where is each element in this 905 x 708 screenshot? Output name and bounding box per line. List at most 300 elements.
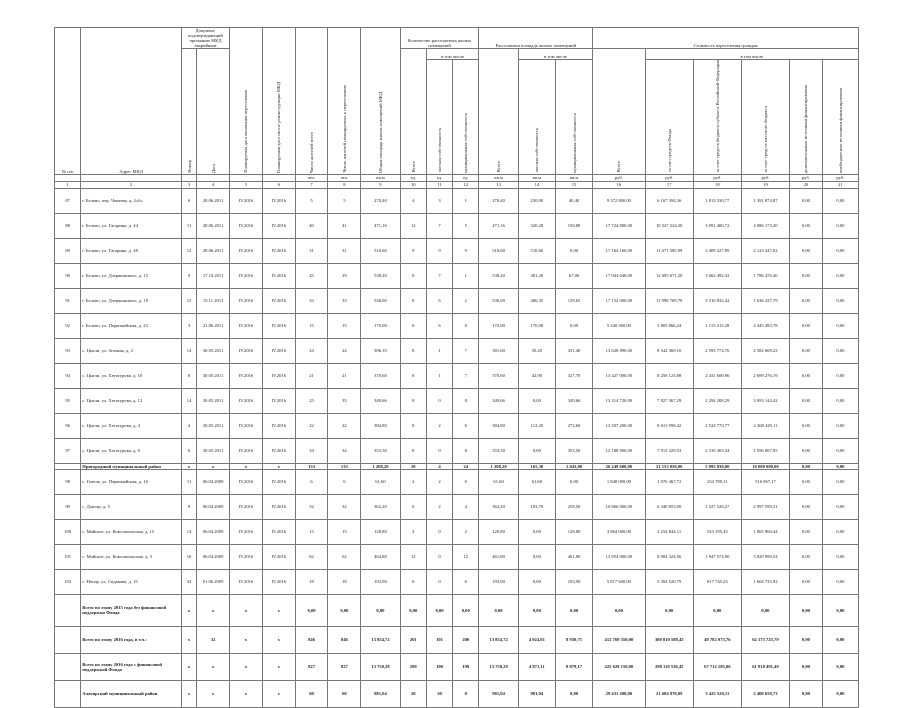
table-cell: 6 <box>453 569 479 594</box>
table-cell: х <box>181 653 196 680</box>
table-cell: 2 400 659,73 <box>741 680 789 707</box>
table-cell: 0,00 <box>518 594 555 626</box>
table-cell: 15 <box>295 313 328 338</box>
summary-row <box>55 680 859 707</box>
table-cell: 3 093 144,42 <box>741 388 789 413</box>
unit-cell: кв.м <box>555 174 592 181</box>
table-cell <box>55 594 81 626</box>
table-cell: 0,00 <box>518 569 555 594</box>
table-cell: 0,00 <box>555 469 592 494</box>
table-cell: х <box>181 626 196 653</box>
table-cell: 67,00 <box>555 263 592 288</box>
table-cell: 4 445 283,78 <box>741 313 789 338</box>
table-cell: 258,50 <box>555 494 592 519</box>
table-cell: 7 913 329,53 <box>645 438 693 463</box>
header-count-private: частная собственность <box>426 60 452 175</box>
table-cell: х <box>262 463 295 469</box>
table-cell: 13 750,28 <box>479 653 518 680</box>
table-cell: IV.2016 <box>230 363 263 388</box>
table-cell: 0,00 <box>822 680 858 707</box>
table-cell: 0,00 <box>790 469 823 494</box>
table-cell: 2 <box>453 519 479 544</box>
table-cell: 425 629 150,00 <box>593 653 646 680</box>
table-cell: 170,00 <box>361 313 400 338</box>
unit-cell: кв.м <box>518 174 555 181</box>
table-cell: х <box>262 594 295 626</box>
table-cell: 06.04.2009 <box>197 519 230 544</box>
table-cell: 8 <box>400 363 426 388</box>
table-cell: 0 <box>453 680 479 707</box>
table-cell: 62 <box>295 544 328 569</box>
table-row <box>55 238 859 263</box>
table-cell: 201 <box>400 626 426 653</box>
table-cell: 96 <box>55 413 81 438</box>
unit-cell <box>197 174 230 181</box>
table-cell: 0,00 <box>790 413 823 438</box>
column-number-cell: 8 <box>328 181 361 188</box>
table-cell: х <box>197 653 230 680</box>
table-cell: 510,60 <box>479 238 518 263</box>
table-cell: 193,90 <box>555 569 592 594</box>
table-cell: 92 <box>55 313 81 338</box>
table-cell: 0,00 <box>790 213 823 238</box>
table-cell: 1 208,20 <box>361 463 400 469</box>
unit-cell <box>81 174 182 181</box>
table-cell: IV.2016 <box>230 388 263 413</box>
table-cell: 1 065 960,44 <box>741 519 789 544</box>
table-cell: 0,00 <box>453 594 479 626</box>
table-row <box>55 188 859 213</box>
table-cell: 28 <box>400 463 426 469</box>
table-cell: 5 817 600,00 <box>593 569 646 594</box>
table-cell: 26 249 600,00 <box>593 463 646 469</box>
header-cost-group: Стоимость переселения граждан <box>593 28 859 49</box>
table-cell: 0,00 <box>822 438 858 463</box>
table-cell: 5 <box>295 188 328 213</box>
table-cell: 2 524 770,77 <box>693 413 741 438</box>
table-cell: 1 208,20 <box>479 463 518 469</box>
column-number-cell: 11 <box>426 181 452 188</box>
table-cell: 21 <box>328 363 361 388</box>
table-cell: 461,80 <box>479 544 518 569</box>
table-cell: 90 <box>55 263 81 288</box>
header-cost-fund: за счет средств Фонда <box>645 60 693 175</box>
table-cell: 8 <box>400 413 426 438</box>
table-cell: 13 507 200,00 <box>593 413 646 438</box>
table-cell: 370,60 <box>361 363 400 388</box>
housing-resettlement-table-sheet <box>54 27 859 708</box>
table-cell: 516 967,17 <box>741 469 789 494</box>
table-cell: 0,00 <box>822 569 858 594</box>
table-cell: х <box>197 463 230 469</box>
table-cell: 4 <box>181 413 196 438</box>
table-row <box>55 313 859 338</box>
column-number-cell: 17 <box>645 181 693 188</box>
table-cell: х <box>197 594 230 626</box>
table-cell: 150,88 <box>555 213 592 238</box>
table-cell: 17 944 640,00 <box>593 263 646 288</box>
table-cell: 9 <box>400 238 426 263</box>
table-cell: 0,00 <box>400 594 426 626</box>
table-cell: 4 924,01 <box>518 626 555 653</box>
table-cell: 1 604 735,92 <box>741 569 789 594</box>
table-cell: 0,00 <box>518 438 555 463</box>
table-cell: 6 <box>400 494 426 519</box>
table-cell: 28.06.2011 <box>197 238 230 263</box>
table-cell: 0 <box>426 438 452 463</box>
table-cell: 12 695 671,28 <box>645 263 693 288</box>
table-cell: 33 <box>328 288 361 313</box>
table-cell: 0,00 <box>693 594 741 626</box>
table-cell: 0,00 <box>790 544 823 569</box>
table-cell: 87 <box>55 188 81 213</box>
column-number-cell: 14 <box>518 181 555 188</box>
table-row <box>55 338 859 363</box>
table-cell: 7 <box>453 363 479 388</box>
table-cell: 06.04.2009 <box>197 544 230 569</box>
table-cell: 0,00 <box>790 238 823 263</box>
table-cell: 50,20 <box>518 338 555 363</box>
table-cell: 2 <box>426 494 452 519</box>
table-cell: 272,60 <box>555 413 592 438</box>
table-cell: 349,66 <box>361 388 400 413</box>
table-cell: 7 <box>426 263 452 288</box>
table-cell: х <box>230 463 263 469</box>
address-cell: Всего по этапу 2016 года с финансовой поддержкой Фонда <box>81 653 182 680</box>
table-cell: 21.06.2011 <box>197 313 230 338</box>
table-cell: 3 409 227,89 <box>693 238 741 263</box>
table-cell: 15.11.2011 <box>197 288 230 313</box>
table-cell: х <box>197 680 230 707</box>
table-cell: 0,00 <box>822 626 858 653</box>
table-cell: 112,20 <box>518 413 555 438</box>
table-cell: 30.05.2011 <box>197 413 230 438</box>
table-cell: 31 <box>295 238 328 263</box>
table-cell: 0,00 <box>790 438 823 463</box>
table-cell: 10 000 000,00 <box>741 463 789 469</box>
table-cell: 2 123 347,02 <box>741 238 789 263</box>
unit-cell: ед. <box>426 174 452 181</box>
table-cell: 464,80 <box>361 544 400 569</box>
table-cell: IV.2016 <box>262 438 295 463</box>
table-cell: 25 <box>295 263 328 288</box>
address-cell: Всего по этапу 2016 года, в т.ч.: <box>81 626 182 653</box>
table-cell: 1 115 413,28 <box>693 313 741 338</box>
table-row <box>55 213 859 238</box>
table-cell: IV.2016 <box>230 188 263 213</box>
table-cell: 41 <box>328 213 361 238</box>
table-cell: 35 <box>328 388 361 413</box>
table-cell <box>55 680 81 707</box>
table-cell: 20 <box>400 680 426 707</box>
table-cell: 128,80 <box>555 519 592 544</box>
table-cell: 17 724 800,00 <box>593 213 646 238</box>
table-cell: 0,00 <box>822 413 858 438</box>
table-cell: 538,20 <box>361 263 400 288</box>
address-cell: Пригородный муниципальный район <box>81 463 182 469</box>
table-cell: 0,00 <box>822 238 858 263</box>
table-cell: 22 <box>328 413 361 438</box>
table-cell: 491,20 <box>518 263 555 288</box>
table-cell: 133 <box>295 463 328 469</box>
table-cell: 3 <box>426 188 452 213</box>
table-cell: 0,00 <box>822 544 858 569</box>
table-cell: 15 <box>181 288 196 313</box>
table-cell: 2 582 669,23 <box>741 338 789 363</box>
header-residents-total: Число жителей всего <box>295 28 328 175</box>
table-cell: 16 <box>181 544 196 569</box>
table-cell: 128,80 <box>479 519 518 544</box>
table-cell: 5 340 560,00 <box>593 313 646 338</box>
table-cell: 21 153 050,00 <box>645 463 693 469</box>
table-cell: 9 <box>426 238 452 263</box>
table-row <box>55 288 859 313</box>
table-cell: 9 <box>181 494 196 519</box>
table-cell: х <box>230 594 263 626</box>
table-cell: 270,40 <box>361 188 400 213</box>
table-cell: IV.2016 <box>262 413 295 438</box>
table-cell: 62 175 725,79 <box>741 626 789 653</box>
table-cell: 10 866 000,00 <box>593 494 646 519</box>
table-cell: 33 <box>295 288 328 313</box>
table-cell: 129,65 <box>555 288 592 313</box>
table-cell: 320,28 <box>518 213 555 238</box>
address-cell: г. Белово, ул. Гагарина, д. 44 <box>81 213 182 238</box>
table-cell: 327,70 <box>555 363 592 388</box>
table-cell: 0,00 <box>822 213 858 238</box>
table-cell: 12 188 900,00 <box>593 438 646 463</box>
unit-cell <box>262 174 295 181</box>
table-cell: IV.2016 <box>262 494 295 519</box>
table-cell: 0,00 <box>518 388 555 413</box>
table-cell: 193,90 <box>479 569 518 594</box>
table-cell: 61,60 <box>361 469 400 494</box>
table-cell: 7 827 367,29 <box>645 388 693 413</box>
table-cell: 0,00 <box>822 338 858 363</box>
header-doc-number: Номер <box>181 49 196 175</box>
table-cell: 1 <box>426 338 452 363</box>
table-cell: 0,00 <box>295 594 328 626</box>
table-cell: 981,04 <box>479 680 518 707</box>
table-cell: 199 <box>453 653 479 680</box>
table-cell: IV.2016 <box>230 544 263 569</box>
header-cost-nonbudget: внебюджетные источники финансирования <box>822 60 858 175</box>
table-cell: 0,00 <box>822 388 858 413</box>
header-cost-local: за счет средств местного бюджета <box>741 60 789 175</box>
table-cell: 3 864 000,00 <box>593 519 646 544</box>
table-cell: 17.10.2011 <box>197 263 230 288</box>
table-cell: 2 254 844,11 <box>645 519 693 544</box>
column-number-cell: 13 <box>479 181 518 188</box>
header-no: № п/п <box>55 28 81 175</box>
table-cell: 384,80 <box>361 413 400 438</box>
table-cell: 102 <box>55 569 81 594</box>
table-row <box>55 569 859 594</box>
table-cell: IV.2016 <box>230 288 263 313</box>
table-cell: 0,00 <box>593 594 646 626</box>
table-cell: 29 <box>328 263 361 288</box>
table-cell: 15 <box>328 519 361 544</box>
table-cell: 0,00 <box>822 263 858 288</box>
header-count-group: Количество расселяемых жилых помещений <box>400 28 479 49</box>
table-cell: IV.2016 <box>262 569 295 594</box>
table-cell: 14 <box>181 388 196 413</box>
table-cell: 230,00 <box>518 188 555 213</box>
header-count-total: Всего <box>400 49 426 175</box>
header-cost-regional: за счет средств бюджета субъекта Российской Федерации <box>693 60 741 175</box>
unit-cell: ед. <box>400 174 426 181</box>
table-cell: 14 <box>181 519 196 544</box>
table-cell: 3 662 492,32 <box>693 263 741 288</box>
table-cell: 0,00 <box>822 188 858 213</box>
table-cell: 827 <box>328 653 361 680</box>
table-cell: 3 805 866,24 <box>645 313 693 338</box>
table-cell: 370,60 <box>479 363 518 388</box>
table-cell: 412 769 350,00 <box>593 626 646 653</box>
table-cell: 165,30 <box>518 463 555 469</box>
table-cell: 30.05.2011 <box>197 363 230 388</box>
table-cell: 0,00 <box>790 338 823 363</box>
header-area-incl: в том числе <box>518 49 592 60</box>
table-cell: 1 527 526,27 <box>693 494 741 519</box>
table-cell: 0,00 <box>790 188 823 213</box>
table-cell: 5 <box>453 213 479 238</box>
table-cell: х <box>181 594 196 626</box>
summary-row <box>55 653 859 680</box>
unit-cell: кв.м <box>479 174 518 181</box>
table-cell: 0,00 <box>822 519 858 544</box>
table-cell: 0,00 <box>822 313 858 338</box>
table-cell: 6 <box>426 288 452 313</box>
table-cell: 99 <box>55 494 81 519</box>
table-cell: 06.04.2009 <box>197 494 230 519</box>
table-cell: IV.2016 <box>230 494 263 519</box>
unit-cell <box>181 174 196 181</box>
table-cell: 61,60 <box>518 469 555 494</box>
table-cell: 32 <box>295 494 328 519</box>
address-cell: г. Белово, ул. Дзержинского, д. 15 <box>81 263 182 288</box>
table-cell: 4 <box>426 463 452 469</box>
unit-cell: руб. <box>741 174 789 181</box>
address-cell: г. Белово, ул. Дзержинского, д. 19 <box>81 288 182 313</box>
column-number-cell: 15 <box>555 181 592 188</box>
header-plan-demolish: Планируемая дата сноса/ реконструкции МКД <box>262 28 295 175</box>
units-row <box>55 174 859 181</box>
table-cell: 0,00 <box>822 653 858 680</box>
table-cell: IV.2016 <box>262 313 295 338</box>
table-cell: 67 712 105,06 <box>693 653 741 680</box>
table-cell: 4 <box>400 188 426 213</box>
header-residents-planned: Число жителей планируемых к переселению <box>328 28 361 175</box>
column-number-cell: 9 <box>361 181 400 188</box>
table-cell: 981,04 <box>361 680 400 707</box>
table-cell: 510,60 <box>361 238 400 263</box>
table-cell: IV.2016 <box>262 288 295 313</box>
table-cell: 384,80 <box>479 413 518 438</box>
table-cell: 62 <box>328 544 361 569</box>
table-cell: 0,00 <box>555 238 592 263</box>
table-cell: 2 431 600,96 <box>693 363 741 388</box>
table-cell: 353,50 <box>361 438 400 463</box>
table-cell: х <box>230 680 263 707</box>
table-cell: 3 <box>181 313 196 338</box>
address-cell: с. Цыгли, ул. Хетагурова, д. 10 <box>81 363 182 388</box>
table-cell: IV.2016 <box>230 213 263 238</box>
header-count-municipal: муниципальная собственность <box>453 60 479 175</box>
table-cell: 15 <box>328 313 361 338</box>
table-cell: 12 <box>453 544 479 569</box>
table-cell: 461,80 <box>555 544 592 569</box>
header-cost-extra: дополнительные источники финансирования <box>790 60 823 175</box>
table-cell: 20 <box>426 680 452 707</box>
unit-cell: руб. <box>593 174 646 181</box>
table-cell: 0,00 <box>790 494 823 519</box>
table-cell: 21 <box>295 363 328 388</box>
header-address: Адрес МКД <box>81 28 182 175</box>
table-cell: 1 076 467,72 <box>645 469 693 494</box>
table-cell: 0,00 <box>361 594 400 626</box>
table-cell: 0 <box>453 469 479 494</box>
table-cell: 8 <box>453 438 479 463</box>
table-cell: 0 <box>453 313 479 338</box>
table-cell: IV.2016 <box>262 338 295 363</box>
table-cell: 12 <box>400 213 426 238</box>
table-cell: 0,00 <box>790 288 823 313</box>
table-cell: 298 110 530,45 <box>645 653 693 680</box>
address-cell: Всего по этапу 2015 года без финансовой поддержки Фонда <box>81 594 182 626</box>
table-cell: 0,00 <box>790 680 823 707</box>
table-cell: 331,40 <box>555 338 592 363</box>
table-row <box>55 438 859 463</box>
table-cell: 25 <box>295 388 328 413</box>
header-area-total: Всего <box>479 49 518 175</box>
table-cell: 538,20 <box>479 263 518 288</box>
table-row <box>55 413 859 438</box>
table-cell: IV.2016 <box>262 213 295 238</box>
table-cell: 24 <box>328 338 361 363</box>
table-cell: 9 <box>453 238 479 263</box>
table-cell: 0,00 <box>790 263 823 288</box>
table-cell: 170,00 <box>518 313 555 338</box>
table-cell: 0,00 <box>555 594 592 626</box>
address-cell: с. Майское, ул. Комсомольская, д. 15 <box>81 519 182 544</box>
table-row <box>55 494 859 519</box>
header-doc-date: Дата <box>197 49 230 175</box>
table-cell: 406,35 <box>518 288 555 313</box>
table-cell: 24 <box>453 463 479 469</box>
table-cell: х <box>262 626 295 653</box>
table-cell: 15 <box>295 519 328 544</box>
table-cell: IV.2016 <box>262 263 295 288</box>
table-cell: 1 391 874,87 <box>741 188 789 213</box>
table-cell: 1 786 476,40 <box>741 263 789 288</box>
header-area-private: частная собственность <box>518 60 555 175</box>
table-cell: 11 <box>181 469 196 494</box>
header-cost-incl: в том числе <box>645 49 858 60</box>
table-cell: 9 <box>181 263 196 288</box>
table-cell: 0,00 <box>822 594 858 626</box>
table-cell: 13 750,28 <box>361 653 400 680</box>
unit-cell: кв.м <box>361 174 400 181</box>
table-cell: 1 043,00 <box>555 463 592 469</box>
table-cell: 353,50 <box>555 438 592 463</box>
unit-cell: чел. <box>295 174 328 181</box>
address-cell: г. Белово, ул. Гагарина, д. 48 <box>81 238 182 263</box>
table-cell: 18 <box>328 569 361 594</box>
table-cell: 1 <box>453 263 479 288</box>
table-cell: 2 <box>426 413 452 438</box>
table-cell: 299 <box>400 653 426 680</box>
